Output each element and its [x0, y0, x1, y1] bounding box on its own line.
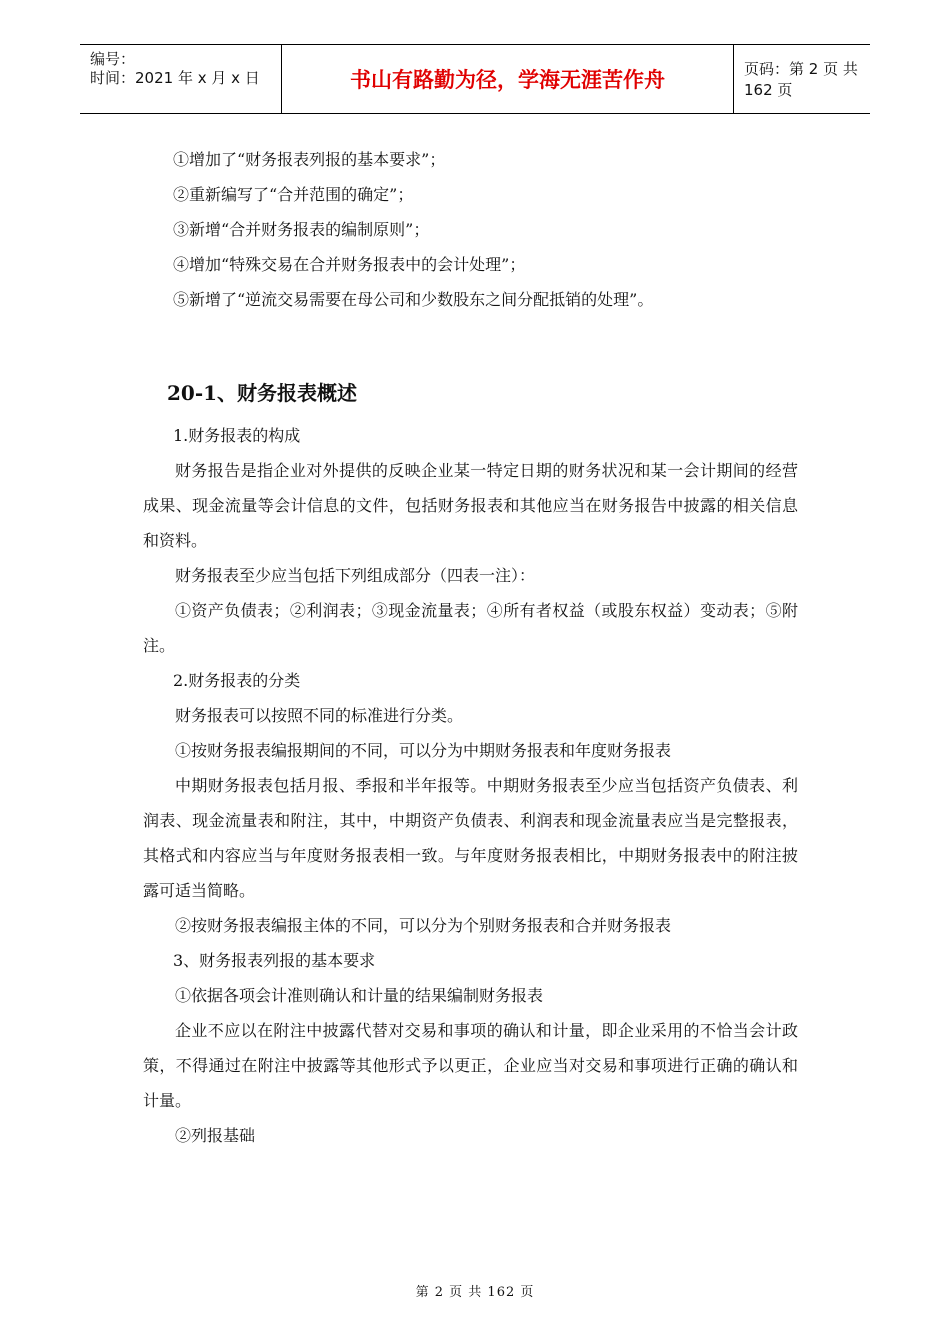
subsection-title: 2.财务报表的分类	[173, 671, 301, 690]
subsection-title: 1.财务报表的构成	[173, 426, 301, 445]
paragraph: ②列报基础	[175, 1126, 256, 1145]
paragraph: 企业不应以在附注中披露代替对交易和事项的确认和计量，即企业采用的不恰当会计政策，不得通过在附注中披露等其他形式予以更正，企业应当对交易和事项进行正确的确认和计量。	[143, 1021, 798, 1110]
intro-item: ①增加了“财务报表列报的基本要求”；	[173, 150, 446, 169]
paragraph: 中期财务报表包括月报、季报和半年报等。中期财务报表至少应当包括资产负债表、利润表、现金流量表和附注，其中，中期资产负债表、利润表和现金流量表应当是完整报表，其格式和内容应当与年度财务报表相一致。与年度财务报表相比，中期财务报表中的附注披露可适当简略。	[143, 776, 798, 900]
paragraph: ①资产负债表；②利润表；③现金流量表；④所有者权益（或股东权益）变动表；⑤附注。	[143, 601, 798, 655]
section-title: 20-1、财务报表概述	[167, 381, 358, 405]
page-header	[80, 44, 870, 114]
paragraph: ②按财务报表编报主体的不同，可以分为个别财务报表和合并财务报表	[175, 916, 672, 935]
document-body	[143, 142, 798, 1153]
intro-item: ⑤新增了“逆流交易需要在母公司和少数股东之间分配抵销的处理”。	[173, 290, 654, 309]
paragraph: 财务报表可以按照不同的标准进行分类。	[175, 706, 464, 725]
header-number: 编号：	[90, 50, 136, 68]
paragraph: 财务报告是指企业对外提供的反映企业某一特定日期的财务状况和某一会计期间的经营成果、现金流量等会计信息的文件，包括财务报表和其他应当在财务报告中披露的相关信息和资料。	[143, 461, 798, 550]
header-motto: 书山有路勤为径，学海无涯苦作舟	[282, 45, 734, 113]
header-time: 时间：2021 年 x 月 x 日	[90, 69, 260, 87]
header-page-number: 页码：第 2 页 共 162 页	[744, 60, 858, 99]
paragraph: ①依据各项会计准则确认和计量的结果编制财务报表	[175, 986, 544, 1005]
paragraph: ①按财务报表编报期间的不同，可以分为中期财务报表和年度财务报表	[175, 741, 672, 760]
header-meta	[80, 45, 282, 113]
intro-item: ③新增“合并财务报表的编制原则”；	[173, 220, 430, 239]
subsection-title: 3、财务报表列报的基本要求	[173, 951, 376, 970]
intro-item: ④增加“特殊交易在合并财务报表中的会计处理”；	[173, 255, 526, 274]
page-footer: 第 2 页 共 162 页	[415, 1285, 535, 1300]
intro-item: ②重新编写了“合并范围的确定”；	[173, 185, 414, 204]
paragraph: 财务报表至少应当包括下列组成部分（四表一注）：	[175, 566, 536, 585]
